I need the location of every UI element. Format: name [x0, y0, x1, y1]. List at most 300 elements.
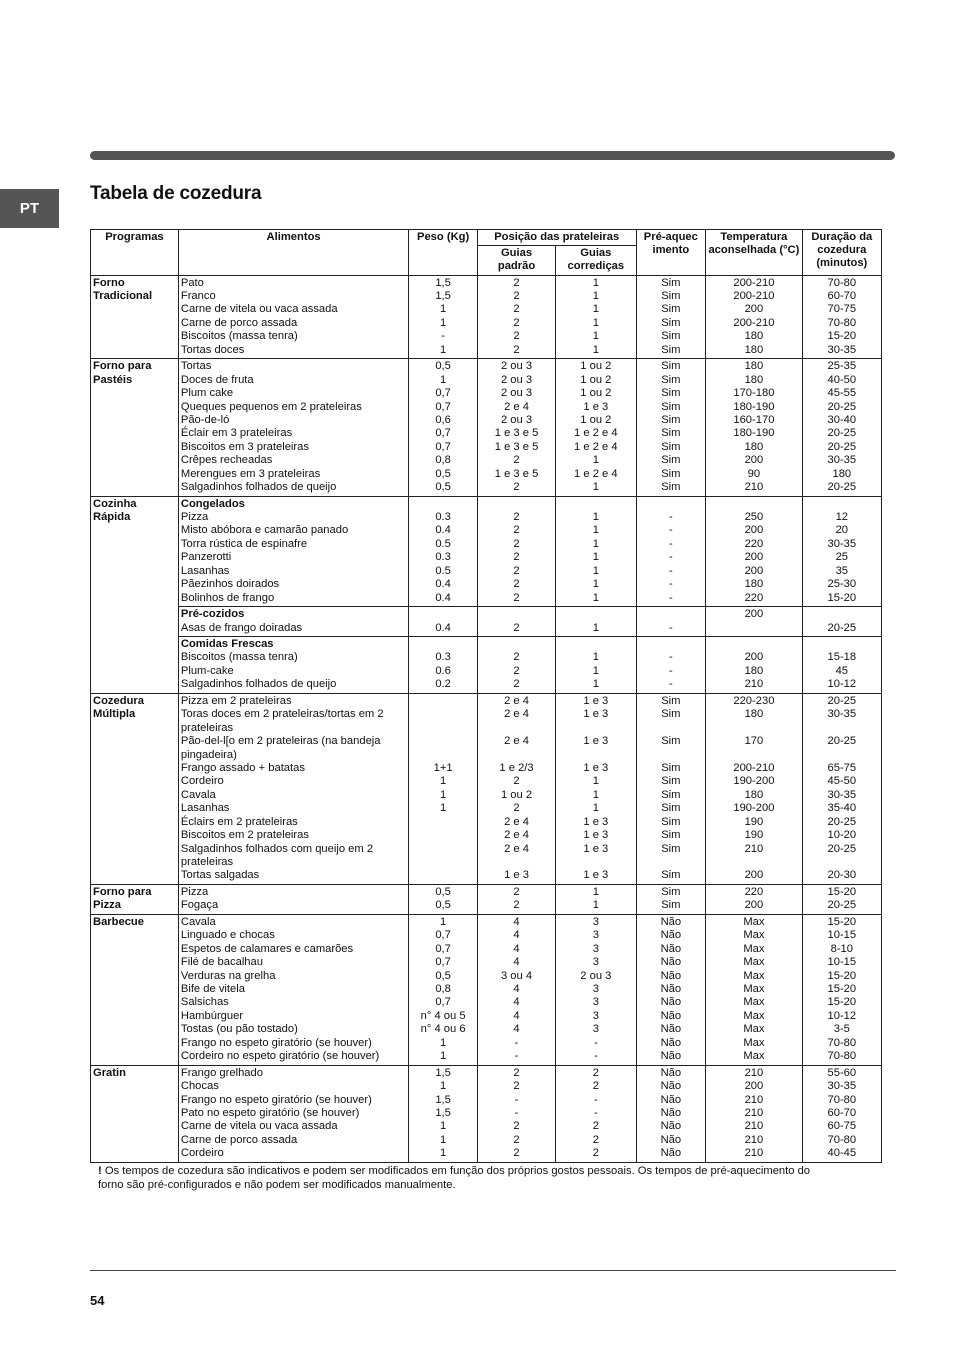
cell-line: Sim — [661, 427, 681, 440]
cell-line: 210 — [744, 678, 764, 691]
cell-line: 1 e 3 — [583, 842, 609, 855]
cell-line: Frango no espeto giratório (se houver) — [180, 1093, 372, 1106]
cell-line: 1 — [592, 551, 599, 564]
cell-line: Biscoitos em 3 prateleiras — [180, 440, 309, 453]
cell-line: 210 — [744, 1106, 764, 1119]
cell-line: 70-80 — [827, 1050, 857, 1063]
cell-line: Max — [743, 1009, 765, 1022]
cell-line: 0,8 — [435, 983, 451, 995]
cell-line: Pato no espeto giratório (se houver) — [180, 1106, 360, 1119]
cell-line: 2 — [513, 290, 520, 303]
cell-line: Sim — [661, 400, 681, 413]
cell-line: 2 e 4 — [504, 842, 529, 855]
cell-line: 1 — [592, 578, 599, 591]
cell-line: 200 — [744, 651, 764, 664]
cell-line: 2 — [513, 316, 520, 329]
cell-line: 180 — [744, 664, 764, 677]
cell-line: 0,6 — [435, 413, 451, 426]
cell-line: 1 — [439, 1036, 447, 1049]
cell-line: Não — [660, 1106, 682, 1119]
cell-line — [411, 843, 475, 870]
cell-line: Linguado e chocas — [180, 929, 275, 942]
cooking-table — [90, 229, 882, 1163]
cell-line: 30-35 — [827, 537, 857, 550]
cell-line: 20-25 — [827, 481, 857, 494]
cell-dur — [802, 607, 881, 637]
cell-line: Não — [660, 1023, 682, 1036]
cell-line: 70-80 — [827, 316, 857, 329]
cell-line: 20-25 — [827, 440, 857, 453]
cell-line: Sim — [661, 802, 681, 815]
cell-line: Asas de frango doiradas — [180, 621, 303, 634]
cell-line: 2 — [513, 481, 520, 494]
cell-pre — [636, 693, 706, 884]
cell-line: Pizza — [180, 511, 209, 524]
cell-line: Misto abóbora e camarão panado — [180, 524, 349, 537]
cell-line: Crêpes recheadas — [180, 454, 273, 467]
cell-pre — [636, 275, 706, 359]
cell-dur — [802, 275, 881, 359]
cell-line: Torra rústica de espinafre — [180, 537, 308, 550]
cell-line: 20-30 — [827, 869, 857, 882]
cell-line: 1 e 3 — [583, 400, 609, 413]
cell-line: 1,5 — [435, 1066, 451, 1079]
cell-line: 2 — [513, 899, 520, 912]
cell-line: - — [668, 678, 673, 691]
cell-guias — [477, 359, 555, 496]
cell-line: 210 — [744, 1133, 764, 1146]
cell-line: Max — [743, 996, 765, 1009]
cell-line: 180 — [744, 330, 764, 343]
header-programas: Programas — [91, 230, 179, 276]
cell-guias — [477, 636, 555, 693]
cell-line: 0,5 — [435, 899, 451, 912]
cell-line: 90 — [747, 467, 761, 480]
cell-line: Doces de fruta — [180, 373, 254, 386]
cell-line: 180 — [744, 343, 764, 356]
cell-line: 210 — [744, 1093, 764, 1106]
cell-line: 180-190 — [733, 400, 775, 413]
cell-peso — [409, 693, 478, 884]
cell-line: 30-40 — [827, 413, 857, 426]
cell-line: 1 — [439, 775, 447, 788]
cell-line: 4 — [513, 1009, 520, 1022]
cell-line: 1 — [592, 678, 599, 691]
header-alimentos: Alimentos — [178, 230, 408, 276]
cell-line: 190 — [744, 829, 764, 842]
cell-line: 3 ou 4 — [500, 969, 533, 982]
cell-line: 0,5 — [435, 885, 451, 898]
cell-line: 2 e 4 — [504, 708, 529, 721]
cell-line: Sim — [661, 481, 681, 494]
spacer — [411, 498, 475, 511]
cell-line: 220 — [744, 885, 764, 898]
cell-line: 1 — [592, 524, 599, 537]
cell-line: Franco — [180, 290, 216, 303]
program-name: Cozedura Múltipla — [91, 693, 179, 884]
cell-line: 2 — [513, 1120, 520, 1133]
cell-line: 55-60 — [827, 1066, 857, 1079]
spacer — [480, 638, 553, 651]
cell-line: 1 — [439, 373, 447, 386]
spacer — [480, 498, 553, 511]
cell-line: - — [668, 524, 673, 537]
cell-line: 2 — [513, 1133, 520, 1146]
cell-line — [708, 622, 799, 635]
cell-line: Não — [660, 1009, 682, 1022]
spacer — [411, 608, 475, 621]
cell-line: 1 — [592, 788, 599, 801]
cell-line: Carne de porco assada — [180, 316, 298, 329]
cell-line: 2 e 4 — [504, 694, 529, 707]
cell-line: 0,5 — [435, 467, 451, 480]
program-name: Forno para Pizza — [91, 884, 179, 914]
cell-line: Não — [660, 969, 682, 982]
cell-line: 3 — [592, 1023, 599, 1036]
table-row — [91, 1065, 882, 1162]
spacer — [805, 638, 879, 651]
cell-line: 3 — [592, 942, 599, 955]
cell-line: 1 — [592, 664, 599, 677]
cell-line: 2 — [592, 1066, 599, 1079]
cell-line: Max — [743, 1050, 765, 1063]
cell-line: Não — [660, 956, 682, 969]
cell-line: 4 — [513, 996, 520, 1009]
cell-line: Cordeiro no espeto giratório (se houver) — [180, 1050, 380, 1063]
cell-line: 1 — [439, 788, 447, 801]
cell-line: 60-70 — [827, 1106, 857, 1119]
cell-line: 2 — [513, 678, 520, 691]
cell-line: 1 ou 2 — [580, 360, 612, 373]
cell-line: 2 — [513, 330, 520, 343]
cell-line: Não — [660, 996, 682, 1009]
cell-peso — [409, 496, 478, 607]
cell-line: 4 — [513, 915, 520, 928]
cell-guias — [477, 496, 555, 607]
cell-line: Carne de vitela ou vaca assada — [180, 1120, 338, 1133]
cell-line: 220 — [744, 537, 764, 550]
cell-line: 200 — [744, 551, 764, 564]
cell-corredicas — [556, 636, 636, 693]
cell-line: Sim — [661, 343, 681, 356]
cell-temp — [706, 636, 802, 693]
cell-line: 30-35 — [827, 1080, 857, 1093]
cell-line: Max — [743, 1023, 765, 1036]
cell-line: - — [668, 621, 673, 634]
cell-line: Éclairs em 2 prateleiras — [180, 815, 298, 828]
cell-line: 180 — [744, 440, 764, 453]
program-name: Gratin — [91, 1065, 179, 1162]
cell-line: Sim — [661, 276, 681, 289]
cell-food — [178, 496, 408, 607]
cell-line: 0.4 — [435, 621, 451, 634]
cell-line: Biscoitos (massa tenra) — [180, 330, 298, 343]
cell-line: 200-210 — [733, 761, 775, 774]
cell-peso — [409, 1065, 478, 1162]
header-guias-padrao: Guias padrão — [477, 246, 555, 275]
cell-line: 200 — [744, 564, 764, 577]
cell-line: 2 ou 3 — [580, 969, 612, 982]
cell-line: 200 — [744, 899, 764, 912]
cell-line: Pizza em 2 prateleiras — [180, 694, 292, 707]
cell-line: 4 — [513, 983, 520, 995]
cell-guias — [477, 884, 555, 914]
cell-line: - — [668, 591, 673, 604]
cell-line: 1 — [592, 621, 599, 634]
cell-line: - — [668, 651, 673, 664]
cell-pre — [636, 496, 706, 607]
cell-line: 10-12 — [827, 1009, 857, 1022]
cell-line: 15-20 — [827, 996, 857, 1009]
cell-pre — [636, 607, 706, 637]
cell-line: 1 — [592, 537, 599, 550]
cell-line: 2 — [513, 651, 520, 664]
cell-line: 210 — [744, 1120, 764, 1133]
table-row — [91, 607, 882, 637]
cell-line: Pão-de-ló — [180, 413, 230, 426]
cell-line: 2 — [592, 1133, 599, 1146]
cell-line: 25-30 — [827, 578, 857, 591]
cell-line: 1 — [439, 1147, 447, 1160]
cell-line: 0,5 — [435, 969, 451, 982]
cell-line: 4 — [513, 1023, 520, 1036]
cell-line: - — [668, 578, 673, 591]
cell-line: 200 — [744, 1080, 764, 1093]
cell-temp — [706, 1065, 802, 1162]
cell-line: 60-75 — [827, 1120, 857, 1133]
cell-line: 30-35 — [827, 454, 857, 467]
cell-line: Carne de vitela ou vaca assada — [180, 303, 338, 316]
cell-line: 70-80 — [827, 1133, 857, 1146]
cell-guias — [477, 914, 555, 1065]
cell-line: 30-35 — [827, 708, 857, 721]
cell-line: - — [593, 1106, 598, 1119]
cell-line: Max — [743, 915, 765, 928]
cell-line: 1,5 — [435, 290, 451, 303]
cell-line: 2 ou 3 — [500, 373, 533, 386]
cell-line: 1 e 2/3 — [499, 761, 534, 774]
cell-line: 210 — [744, 842, 764, 855]
cell-pre — [636, 884, 706, 914]
cell-line: Lasanhas — [180, 564, 230, 577]
table-row — [91, 914, 882, 1065]
cell-line: Biscoitos (massa tenra) — [180, 651, 298, 664]
cell-line: - — [593, 1093, 598, 1106]
cell-line: Bolinhos de frango — [180, 591, 275, 604]
cell-temp — [706, 693, 802, 884]
cell-line: 170 — [744, 735, 764, 748]
cell-line: Não — [660, 942, 682, 955]
cell-line: 15-18 — [827, 651, 857, 664]
cell-line: 200 — [744, 869, 764, 882]
section-heading: Congelados — [180, 497, 245, 510]
cell-line: 1 — [592, 303, 599, 316]
spacer — [805, 498, 879, 511]
footnote-text: Os tempos de cozedura são indicativos e podem ser modificados em função dos próprios gostos pessoais. Os tempos de pré-aquecimento do forno são pré-configurados e não podem ser modificados manualmente. — [98, 1165, 811, 1191]
cell-line: 190-200 — [733, 802, 775, 815]
cell-line: 2 — [513, 454, 520, 467]
cell-line: 0.4 — [435, 578, 451, 591]
cell-line: 0.3 — [435, 551, 451, 564]
cell-line: 1 e 3 — [583, 815, 609, 828]
cell-line: 3 — [592, 915, 599, 928]
cell-line: Não — [660, 929, 682, 942]
cell-line: Sim — [661, 413, 681, 426]
section-heading: Pré-cozidos — [180, 608, 245, 621]
cell-line: 1 e 3 — [583, 708, 609, 721]
cell-peso — [409, 359, 478, 496]
cell-line: 0,7 — [435, 942, 451, 955]
cell-line: 65-75 — [827, 761, 857, 774]
cell-line: - — [668, 564, 673, 577]
cell-line: Salgadinhos folhados de queijo — [180, 481, 337, 494]
cell-line: 70-80 — [827, 276, 857, 289]
cell-peso — [409, 607, 478, 637]
spacer — [411, 638, 475, 651]
cell-line: 210 — [744, 1147, 764, 1160]
cell-line: 220-230 — [733, 694, 775, 707]
cell-line: 2 e 4 — [504, 815, 529, 828]
cell-line: Não — [660, 1066, 682, 1079]
cell-line: 2 e 4 — [504, 735, 529, 748]
cell-line: 1 — [592, 651, 599, 664]
page-number: 54 — [90, 1293, 105, 1308]
cell-corredicas — [556, 607, 636, 637]
cell-line: 1 e 3 — [504, 869, 529, 882]
cell-temp — [706, 359, 802, 496]
cell-line: Max — [743, 956, 765, 969]
cell-line: 70-80 — [827, 1093, 857, 1106]
cell-line: Sim — [661, 316, 681, 329]
cell-food — [178, 359, 408, 496]
cell-line: 200 — [744, 303, 764, 316]
cell-guias — [477, 693, 555, 884]
cell-line: 160-170 — [733, 413, 775, 426]
cell-line: 0.6 — [435, 664, 451, 677]
table-row — [91, 636, 882, 693]
cell-line: 3-5 — [833, 1023, 850, 1036]
cell-line: Max — [743, 929, 765, 942]
cell-line: 2 — [513, 524, 520, 537]
cell-line: Sim — [661, 885, 681, 898]
section-heading-temp: 200 — [744, 608, 764, 621]
cell-line: Plum-cake — [180, 664, 234, 677]
cell-line: 2 — [513, 621, 520, 634]
cell-line — [411, 695, 475, 708]
cell-line: Sim — [661, 454, 681, 467]
cell-peso — [409, 914, 478, 1065]
cell-dur — [802, 1065, 881, 1162]
cell-line: 2 — [513, 1147, 520, 1160]
cell-line: 10-12 — [827, 678, 857, 691]
cell-line: Sim — [661, 303, 681, 316]
cell-line: - — [514, 1036, 519, 1049]
cell-pre — [636, 1065, 706, 1162]
cell-line: Merengues em 3 prateleiras — [180, 467, 321, 480]
cell-temp — [706, 884, 802, 914]
cell-food — [178, 636, 408, 693]
cell-line: 1 e 3 — [583, 694, 609, 707]
cell-line: 0,7 — [435, 956, 451, 969]
header-temperatura: Temperatura aconselhada (°C) — [706, 230, 802, 276]
cell-line: 180 — [744, 788, 764, 801]
cell-line: 40-45 — [827, 1147, 857, 1160]
cell-line: 1 — [592, 290, 599, 303]
cell-line: Plum cake — [180, 387, 234, 400]
cell-line: Tortas salgadas — [180, 869, 260, 882]
cell-line: - — [441, 330, 445, 343]
cell-dur — [802, 693, 881, 884]
cell-line: 3 — [592, 956, 599, 969]
cell-line: 250 — [744, 511, 764, 524]
cell-line: Fogaça — [180, 899, 219, 912]
cell-food — [178, 914, 408, 1065]
cell-line: 1 — [439, 802, 447, 815]
cell-line: 2 ou 3 — [500, 413, 533, 426]
cell-line: 20-25 — [827, 899, 857, 912]
cell-line: Sim — [661, 330, 681, 343]
cell-line: 1 ou 2 — [580, 387, 612, 400]
program-name: Forno Tradicional — [91, 275, 179, 359]
cell-line: 1 — [592, 564, 599, 577]
cell-line: Sim — [661, 440, 681, 453]
spacer — [558, 498, 633, 511]
cell-line: Sim — [661, 815, 681, 828]
cell-line: 1 — [439, 343, 447, 356]
cell-line: Lasanhas — [180, 802, 230, 815]
cell-line: Pão-del-l[o em 2 prateleiras (na bandeja pingadeira) — [180, 735, 381, 761]
table-body — [91, 275, 882, 1162]
cell-line: Tostas (ou pão tostado) — [180, 1023, 298, 1036]
cell-line: 20-25 — [827, 400, 857, 413]
footnote — [98, 1165, 838, 1192]
cell-line: 1 ou 2 — [500, 788, 533, 801]
spacer — [558, 638, 633, 651]
cell-line: 0,7 — [435, 387, 451, 400]
cell-line: 180 — [832, 467, 852, 480]
page-title: Tabela de cozedura — [90, 183, 262, 204]
cell-food — [178, 884, 408, 914]
bottom-rule — [90, 1270, 896, 1271]
header-guias-corredicas: Guias corrediças — [556, 246, 636, 275]
cell-line: 1 — [592, 481, 599, 494]
cell-line: 2 — [592, 1147, 599, 1160]
cell-line: - — [514, 1093, 519, 1106]
cell-line: 1 ou 2 — [580, 373, 612, 386]
cell-line: 1 — [592, 591, 599, 604]
cell-line: Frango grelhado — [180, 1066, 263, 1079]
cell-line: 0,7 — [435, 996, 451, 1009]
cell-line: 0.3 — [435, 651, 451, 664]
cell-line: 2 — [513, 578, 520, 591]
cell-line: 210 — [744, 481, 764, 494]
cell-line: Sim — [661, 290, 681, 303]
cell-line: 40-50 — [827, 373, 857, 386]
cell-line: 1 — [592, 343, 599, 356]
cell-line: 15-20 — [827, 885, 857, 898]
cell-line: Espetos de calamares e camarões — [180, 942, 354, 955]
cell-line: 1+1 — [433, 761, 453, 774]
cell-line: 2 — [513, 1066, 520, 1079]
cell-line: 190-200 — [733, 775, 775, 788]
cell-peso — [409, 884, 478, 914]
cell-line: 3 — [592, 996, 599, 1009]
cell-line: 0.4 — [435, 524, 451, 537]
cell-line: 30-35 — [827, 343, 857, 356]
cell-line: 1 — [592, 802, 599, 815]
cell-line: 170-180 — [733, 387, 775, 400]
cell-line: Verduras na grelha — [180, 969, 276, 982]
